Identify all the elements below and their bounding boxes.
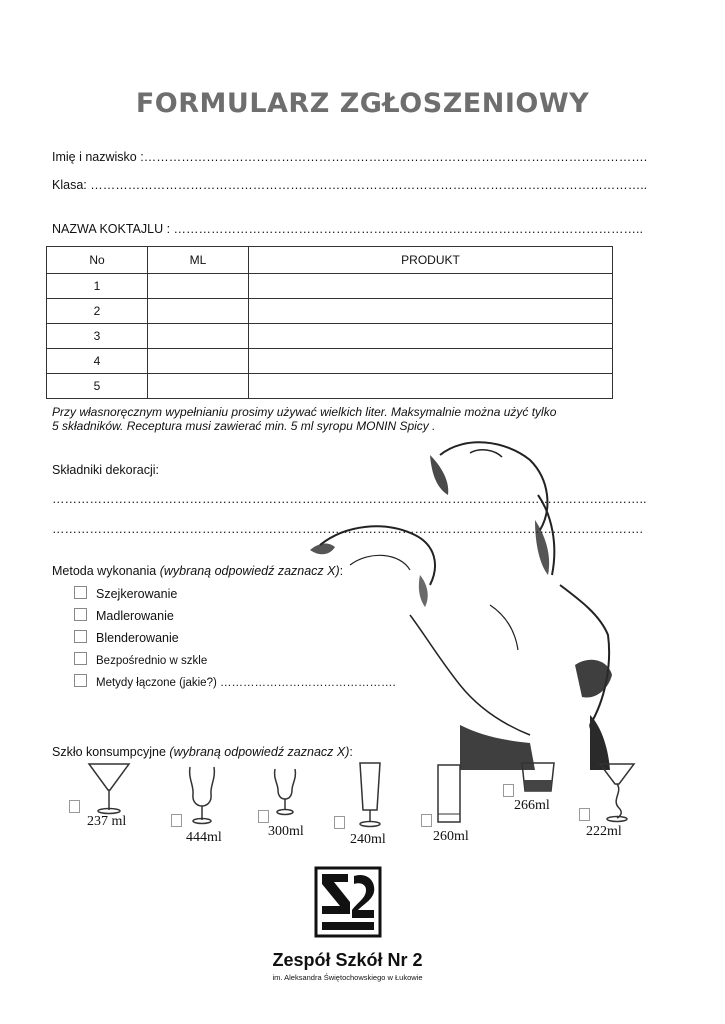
glass-checkbox-icon[interactable] — [69, 800, 80, 813]
method-option-build[interactable]: Bezpośrednio w szkle — [74, 652, 207, 667]
decoration-line-1[interactable]: …………………………………………………………………………………………………………………………….. — [52, 492, 647, 506]
table-row — [47, 349, 613, 374]
hurricane-glass-icon — [184, 764, 220, 826]
product-cell[interactable] — [249, 374, 613, 399]
product-cell[interactable] — [249, 299, 613, 324]
glass-caption: 240ml — [350, 832, 386, 847]
method-label: Metoda wykonania (wybraną odpowiedź zaznacz X): — [52, 564, 344, 578]
table-row — [47, 324, 613, 349]
note-line-2: 5 składników. Receptura musi zawierać min. 5 ml syropu MONIN Spicy . — [52, 419, 436, 433]
ml-cell[interactable] — [148, 374, 249, 399]
glass-caption: 237 ml — [87, 814, 127, 829]
ml-cell[interactable] — [148, 324, 249, 349]
glass-checkbox-icon[interactable] — [334, 816, 345, 829]
checkbox-icon[interactable] — [74, 608, 87, 621]
highball-stem-glass-icon — [354, 760, 386, 830]
method-option-blend[interactable]: Blenderowanie — [74, 630, 179, 645]
recipe-table — [46, 246, 613, 399]
row-number: 2 — [47, 299, 148, 324]
bartender-image — [290, 425, 620, 770]
method-option-muddle[interactable]: Madlerowanie — [74, 608, 174, 623]
page-title: FORMULARZ ZGŁOSZENIOWY — [135, 88, 590, 119]
product-cell[interactable] — [249, 349, 613, 374]
decoration-line-2[interactable]: ……………………………………………………………………………………………………………………………. — [52, 522, 643, 536]
cocktail-name-field[interactable]: NAZWA KOKTAJLU : ………………………………………………………………………………………………….. — [52, 222, 643, 236]
school-name: Zespół Szkół Nr 2 — [272, 950, 423, 970]
ml-cell[interactable] — [148, 349, 249, 374]
glass-caption: 266ml — [514, 798, 550, 813]
glass-checkbox-icon[interactable] — [171, 814, 182, 827]
row-number: 3 — [47, 324, 148, 349]
table-row — [47, 299, 613, 324]
glass-caption: 300ml — [268, 824, 304, 839]
row-number: 5 — [47, 374, 148, 399]
glass-caption: 222ml — [586, 824, 622, 839]
name-field[interactable]: Imię i nazwisko :…………………………………………………………………………………………………………. — [52, 150, 648, 164]
rocks-glass-icon — [518, 760, 558, 794]
school-subtitle: im. Aleksandra Świętochowskiego w Łukowie — [272, 973, 423, 982]
class-field[interactable]: Klasa: …………………………………………………………………………………………………………………….. — [52, 178, 648, 192]
glass-checkbox-icon[interactable] — [503, 784, 514, 797]
table-header-row — [47, 247, 613, 274]
product-cell[interactable] — [249, 324, 613, 349]
checkbox-icon[interactable] — [74, 652, 87, 665]
glass-label: Szkło konsumpcyjne (wybraną odpowiedź zaznacz X): — [52, 745, 353, 759]
row-number: 1 — [47, 274, 148, 299]
poco-glass-icon — [270, 766, 300, 818]
glass-checkbox-icon[interactable] — [421, 814, 432, 827]
martini-glass-icon — [86, 760, 132, 816]
collins-glass-icon — [434, 762, 464, 826]
table-row — [47, 374, 613, 399]
method-option-combined[interactable]: Metydy łączone (jakie?) ………………………………………. — [74, 674, 396, 689]
checkbox-icon[interactable] — [74, 630, 87, 643]
decoration-label: Składniki dekoracji: — [52, 463, 159, 477]
glass-checkbox-icon[interactable] — [579, 808, 590, 821]
product-cell[interactable] — [249, 274, 613, 299]
table-row — [47, 274, 613, 299]
glass-caption: 444ml — [186, 830, 222, 845]
note-line-1: Przy własnoręcznym wypełnianiu prosimy używać wielkich liter. Maksymalnie można użyć tylko — [52, 405, 557, 419]
header-no: No — [47, 247, 148, 274]
school-logo-icon — [314, 866, 382, 938]
checkbox-icon[interactable] — [74, 674, 87, 687]
ml-cell[interactable] — [148, 299, 249, 324]
header-ml: ML — [148, 247, 249, 274]
method-hint: (wybraną odpowiedź zaznacz X) — [159, 564, 340, 578]
glass-checkbox-icon[interactable] — [258, 810, 269, 823]
ml-cell[interactable] — [148, 274, 249, 299]
glass-hint: (wybraną odpowiedź zaznacz X) — [169, 745, 350, 759]
method-option-shake[interactable]: Szejkerowanie — [74, 586, 177, 601]
twisted-martini-glass-icon — [597, 760, 637, 824]
glass-caption: 260ml — [433, 829, 469, 844]
row-number: 4 — [47, 349, 148, 374]
header-product: PRODUKT — [249, 247, 613, 274]
checkbox-icon[interactable] — [74, 586, 87, 599]
